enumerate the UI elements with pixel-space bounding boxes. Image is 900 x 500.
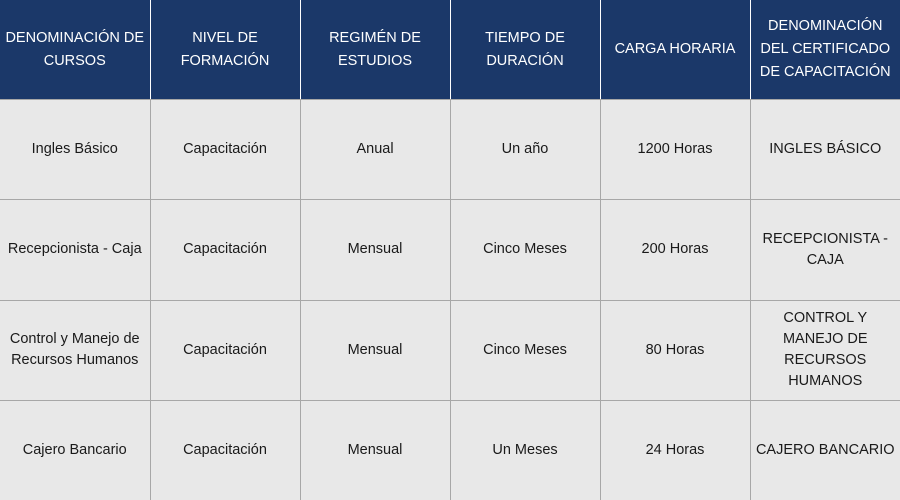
cell-study-regime: Anual [300,100,450,200]
table-row [0,300,900,400]
table-row [0,400,900,500]
cell-training-level: Capacitación [150,400,300,500]
cell-course-name: Control y Manejo de Recursos Humanos [0,300,150,400]
cell-study-regime: Mensual [300,400,450,500]
cell-certificate-name: RECEPCIONISTA - CAJA [750,200,900,300]
cell-training-level: Capacitación [150,100,300,200]
header-cell-workload: CARGA HORARIA [600,0,750,100]
cell-workload: 24 Horas [600,400,750,500]
header-cell-training-level: NIVEL DE FORMACIÓN [150,0,300,100]
cell-course-name: Cajero Bancario [0,400,150,500]
cell-certificate-name: CONTROL Y MANEJO DE RECURSOS HUMANOS [750,300,900,400]
header-cell-duration: TIEMPO DE DURACIÓN [450,0,600,100]
cell-training-level: Capacitación [150,200,300,300]
table-row [0,200,900,300]
header-cell-study-regime: REGIMÉN DE ESTUDIOS [300,0,450,100]
cell-certificate-name: CAJERO BANCARIO [750,400,900,500]
cell-workload: 200 Horas [600,200,750,300]
cell-duration: Cinco Meses [450,200,600,300]
cell-duration: Un Meses [450,400,600,500]
table-body [0,100,900,500]
cell-study-regime: Mensual [300,300,450,400]
cell-course-name: Ingles Básico [0,100,150,200]
header-row [0,0,900,100]
table-header [0,0,900,100]
cell-course-name: Recepcionista - Caja [0,200,150,300]
header-cell-course-name: DENOMINACIÓN DE CURSOS [0,0,150,100]
cell-certificate-name: INGLES BÁSICO [750,100,900,200]
cell-duration: Cinco Meses [450,300,600,400]
header-cell-certificate-name: DENOMINACIÓN DEL CERTIFICADO DE CAPACITACIÓN [750,0,900,100]
cell-duration: Un año [450,100,600,200]
table-row [0,100,900,200]
cell-workload: 80 Horas [600,300,750,400]
cell-workload: 1200 Horas [600,100,750,200]
cell-study-regime: Mensual [300,200,450,300]
cell-training-level: Capacitación [150,300,300,400]
